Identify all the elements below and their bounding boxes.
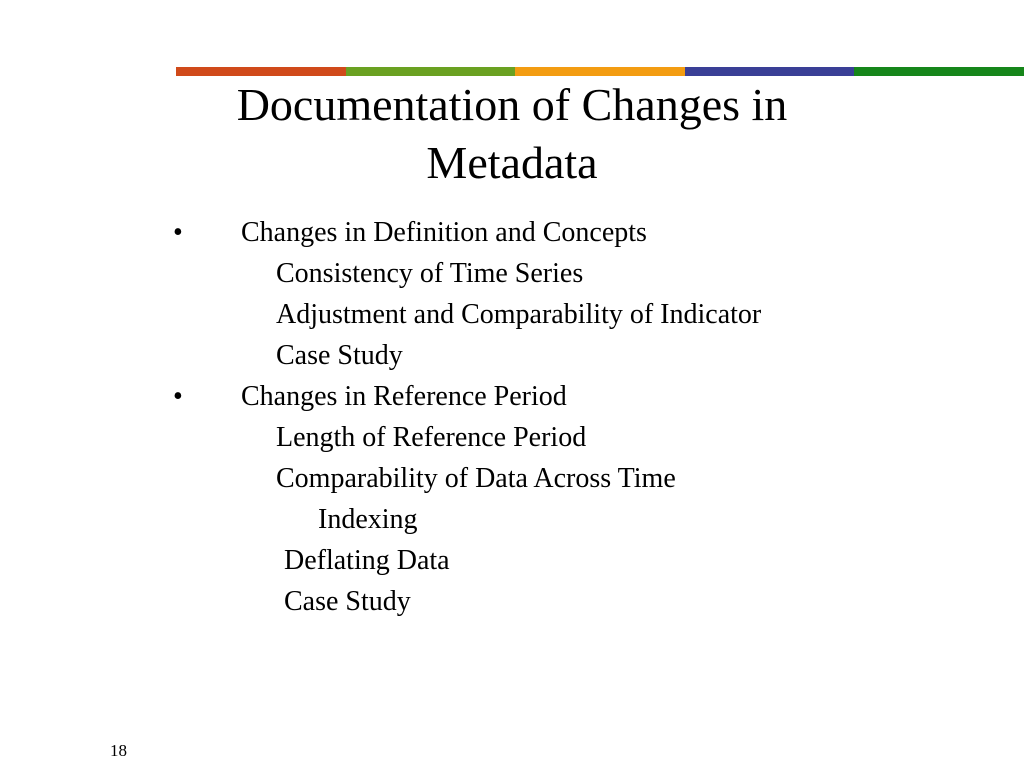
slide-number: 18 (110, 741, 127, 760)
sub-item-text: Adjustment and Comparability of Indicator (276, 299, 762, 330)
sub-item (0, 540, 1024, 581)
bullet-icon: • (173, 381, 183, 412)
bullet-item (0, 212, 1024, 253)
sub-item-text: Length of Reference Period (276, 422, 587, 453)
slide-content (0, 212, 1024, 622)
sub-item-text: Comparability of Data Across Time (276, 463, 676, 494)
sub-item-text: Case Study (284, 586, 411, 617)
bullet-heading: Changes in Definition and Concepts (241, 217, 647, 248)
sub-item (0, 253, 1024, 294)
sub-item (0, 458, 1024, 499)
sub-item (0, 581, 1024, 622)
sub-item (0, 417, 1024, 458)
sub-sub-item-text: Indexing (318, 504, 418, 535)
color-bar-segment-red (176, 67, 346, 76)
color-bar-segment-blue (685, 67, 855, 76)
sub-item-text: Consistency of Time Series (276, 258, 584, 289)
color-bar-segment-orange (515, 67, 685, 76)
bullet-item (0, 376, 1024, 417)
sub-item (0, 335, 1024, 376)
bullet-icon: • (173, 217, 183, 248)
sub-item-text: Deflating Data (284, 545, 450, 576)
header-color-bar (176, 67, 1024, 76)
slide-title: Documentation of Changes in Metadata (236, 79, 788, 188)
sub-item-text: Case Study (276, 340, 403, 371)
bullet-heading: Changes in Reference Period (241, 381, 567, 412)
color-bar-segment-green (346, 67, 516, 76)
sub-sub-item (0, 499, 1024, 540)
sub-item (0, 294, 1024, 335)
color-bar-segment-dark-green (854, 67, 1024, 76)
